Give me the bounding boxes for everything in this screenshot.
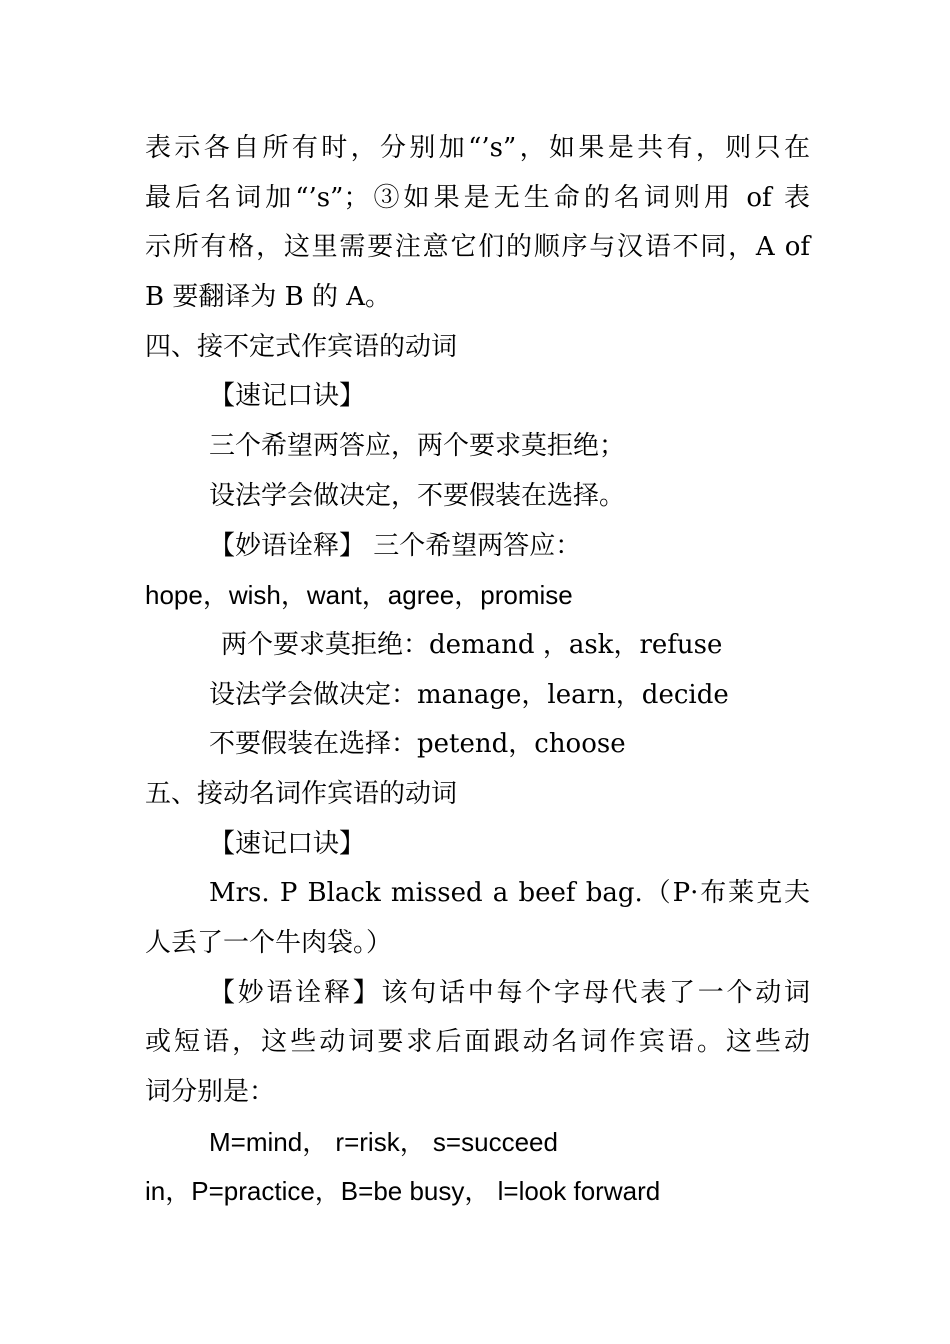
text-line: 人丢了一个牛肉袋。） [145,928,393,958]
verb-list: hope，wish，want，agree，promise [145,580,573,611]
text-line: 表示各自所有时，分别加“’s”，如果是共有，则只在 [145,133,810,163]
section-heading: 五、接动名词作宾语的动词 [145,778,458,809]
mnemonic-line: 设法学会做决定，不要假装在选择。 [209,480,626,511]
mnemonic-label: 【速记口诀】 [209,381,366,412]
verb-list: 两个要求莫拒绝：demand ，ask，refuse [221,629,723,660]
section-heading: 四、接不定式作宾语的动词 [145,331,458,362]
verb-list: in，P=practice，B=be busy， l=look forward [145,1176,661,1207]
text-line: 最后名词加“’s”；③如果是无生命的名词则用 of 表 [145,182,810,213]
verb-list: 不要假装在选择：petend，choose [209,729,626,760]
verb-list: M=mind， r=risk， s=succeed [209,1126,558,1157]
verb-list: 设法学会做决定：manage，learn，decide [209,679,729,710]
explanation-label: 【妙语诠释】该句话中每个字母代表了一个动词 [209,977,810,1008]
mnemonic-line: 三个希望两答应，两个要求莫拒绝； [209,431,626,462]
text-line: 示所有格，这里需要注意它们的顺序与汉语不同，A of [145,232,810,263]
text-line: 或短语，这些动词要求后面跟动名词作宾语。这些动 [145,1027,810,1058]
mnemonic-line: Mrs. P Black missed a beef bag.（P·布莱克夫 [209,878,810,909]
explanation-label: 【妙语诠释】 三个希望两答应： [209,530,582,561]
mnemonic-label: 【速记口诀】 [209,828,366,859]
document-body [145,124,810,1217]
text-line: B 要翻译为 B 的 A。 [145,282,392,313]
text-line: 词分别是： [145,1077,276,1108]
